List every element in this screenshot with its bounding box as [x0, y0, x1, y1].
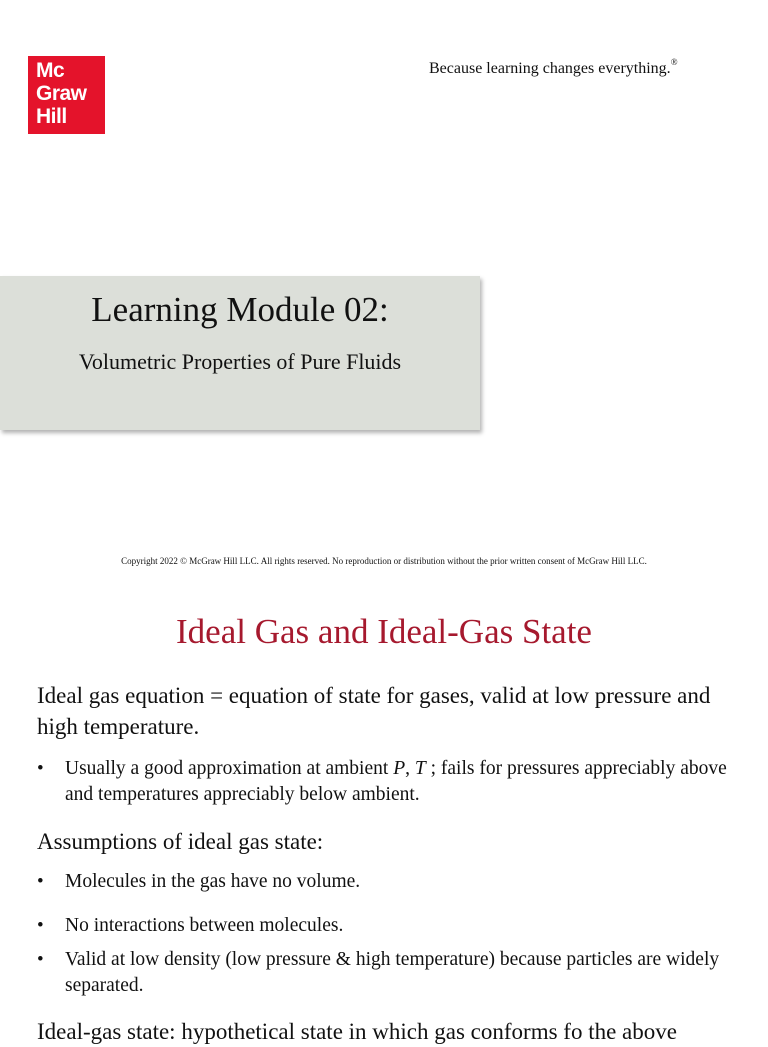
copyright-notice: Copyright 2022 © McGraw Hill LLC. All rights reserved. No reproduction or distribution without the prior written consent of McGraw Hill LLC. — [121, 556, 647, 566]
bullet-comma: , — [405, 758, 415, 779]
assumption-text: Molecules in the gas have no volume. — [65, 871, 361, 892]
slide-title: Ideal Gas and Ideal-Gas State — [176, 612, 592, 651]
list-item — [37, 947, 737, 999]
list-item — [37, 869, 737, 895]
list-item — [37, 756, 737, 808]
assumption-text: Valid at low density (low pressure & high temperature) because particles are widely separated. — [65, 949, 720, 996]
cut-off-paragraph: Ideal-gas state: hypothetical state in which gas conforms fo the above — [37, 1019, 677, 1044]
title-box — [0, 276, 480, 430]
tagline — [429, 57, 678, 78]
logo-line: Mc — [36, 59, 65, 82]
logo-line: Hill — [36, 105, 67, 128]
intro-paragraph: Ideal gas equation = equation of state for gases, valid at low pressure and high temperature. — [37, 683, 711, 739]
bullet-text-suffix: ; fails for pressures appreciably above and temperatures appreciably below ambient. — [65, 758, 727, 805]
variable-p: P — [393, 758, 406, 779]
mcgraw-hill-logo — [28, 56, 105, 134]
logo-line: Graw — [36, 82, 87, 105]
bullet-icon: • — [37, 949, 44, 970]
tagline-text: Because learning changes everything. — [429, 60, 671, 77]
assumption-text: No interactions between molecules. — [65, 915, 344, 936]
assumptions-heading: Assumptions of ideal gas state: — [37, 829, 324, 854]
assumptions-list — [37, 869, 737, 999]
list-item — [37, 913, 737, 939]
bullet-icon: • — [37, 915, 44, 936]
slide-body — [37, 680, 737, 999]
registered-mark: ® — [670, 57, 678, 67]
module-title: Learning Module 02: — [91, 290, 389, 329]
bullet-icon: • — [37, 871, 44, 892]
bullet-icon: • — [37, 758, 44, 779]
variable-t: T — [414, 758, 426, 779]
bullet-text-prefix: Usually a good approximation at ambient — [65, 758, 394, 779]
module-subtitle: Volumetric Properties of Pure Fluids — [78, 349, 402, 374]
intro-bullets — [37, 756, 737, 808]
content-slide — [0, 590, 768, 1044]
